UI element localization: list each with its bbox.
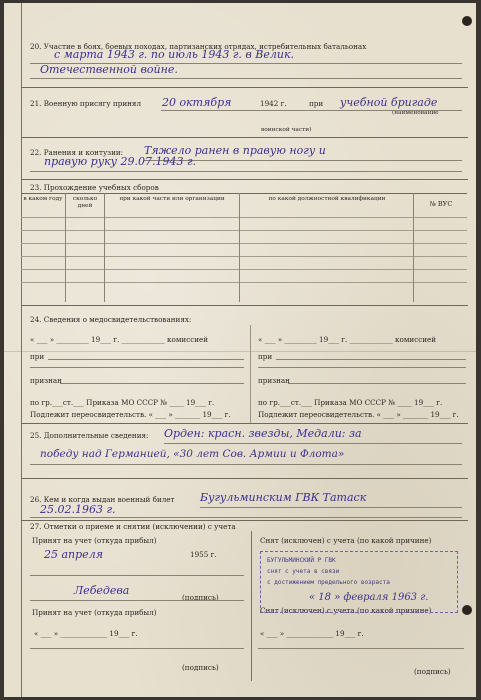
- punch-hole: [462, 16, 472, 26]
- left-margin-line: [21, 3, 22, 697]
- extra-info-line2: победу над Германией, «30 лет Сов. Армии и Флота»: [40, 448, 345, 460]
- oath-at-label: при: [309, 99, 324, 108]
- line: [200, 507, 462, 508]
- line: [60, 383, 244, 384]
- registered-date: 25 апреля: [44, 548, 103, 561]
- section-21-label: 21. Военную присягу принял: [30, 99, 142, 108]
- table-row: [21, 217, 467, 218]
- deregistered-label-2: Снят (исключен) с учета (по какой причине): [260, 606, 432, 615]
- military-id-date: 25.02.1963 г.: [40, 503, 116, 516]
- col-header-days: сколько дней: [72, 196, 98, 209]
- found-left: признан: [30, 376, 62, 385]
- date-blank-left: « ___ » _____________ 19___ г.: [34, 629, 138, 638]
- at-left: при: [30, 352, 45, 361]
- order-right: по гр.___ст.___ Приказа МО СССР № ____ 19___ г.: [258, 398, 443, 407]
- section-27-label: 27. Отметки о приеме и снятии (исключении) с учета: [30, 522, 236, 531]
- table-col: [413, 193, 414, 302]
- section-22-label: 22. Ранения и контузии:: [30, 148, 124, 157]
- table-border: [21, 193, 467, 194]
- military-record-page: [4, 3, 476, 697]
- line: [164, 443, 462, 444]
- commission-left: « ___ » _________ 19___ г. ____________ комиссией: [30, 335, 209, 344]
- line: [30, 575, 244, 576]
- line: [30, 517, 462, 518]
- found-right: признан: [258, 376, 290, 385]
- divider: [250, 325, 251, 423]
- section-divider: [21, 423, 468, 424]
- unit-hint: воинской части): [261, 127, 312, 133]
- at-right: при: [258, 352, 273, 361]
- registered-label-2: Принят на учет (откуда прибыл): [32, 608, 157, 617]
- table-row: [21, 269, 467, 270]
- fold-line: [4, 351, 476, 352]
- year-1955: 1955 г.: [190, 550, 217, 559]
- deregistration-stamp: [260, 551, 458, 613]
- line: [48, 359, 244, 360]
- section-23-label: 23. Прохождение учебных сборов: [30, 183, 159, 192]
- stamp-line1: БУГУЛЬМИНСКИЙ Р ГВК: [267, 557, 336, 564]
- section-20-label: 20. Участие в боях, боевых походах, партизанских отрядах, истребительных батальонах: [30, 42, 367, 51]
- section-divider: [21, 179, 468, 180]
- line: [30, 171, 462, 172]
- section-divider: [21, 137, 468, 138]
- punch-hole: [462, 605, 472, 615]
- section-divider: [21, 478, 468, 479]
- deregistered-label: Снят (исключен) с учета (по какой причине): [260, 536, 432, 545]
- line: [258, 367, 466, 368]
- line: [30, 648, 244, 649]
- col-header-position: по какой должностной квалификации: [268, 196, 386, 202]
- section-divider: [21, 305, 468, 306]
- section-divider: [21, 87, 468, 88]
- line: [161, 110, 462, 111]
- table-row: [21, 282, 467, 283]
- wounds-line1: Тяжело ранен в правую ногу и: [144, 144, 326, 157]
- stamp-line3: с достижением предельного возраста: [267, 579, 390, 586]
- military-id-issuer: Бугульминским ГВК Татаск: [200, 491, 367, 504]
- col-header-unit: при какой части или организации: [119, 196, 225, 202]
- table-col: [65, 193, 66, 302]
- sign-hint-1: (подпись): [182, 593, 219, 602]
- line: [30, 367, 244, 368]
- line: [288, 383, 466, 384]
- table-row: [21, 243, 467, 244]
- stamp-date: « 18 » февраля 1963 г.: [309, 592, 429, 603]
- section-20-entry-line2: Отечественной войне.: [40, 63, 178, 76]
- table-col: [239, 193, 240, 302]
- reexam-right: Подлежит переосвидетельств. « ___ » _______ 19___ г.: [258, 410, 459, 419]
- line: [30, 78, 462, 79]
- section-24-label: 24. Сведения о медосвидетельствованиях:: [30, 315, 192, 324]
- section-20-entry-line1: с марта 1943 г. по июль 1943 г. в Велик.: [54, 48, 295, 61]
- line: [258, 648, 464, 649]
- table-row: [21, 256, 467, 257]
- divider: [251, 531, 252, 681]
- oath-date: 20 октября: [162, 96, 232, 109]
- registered-label: Принят на учет (откуда прибыл): [32, 536, 157, 545]
- name-hint: (наименование: [392, 110, 439, 116]
- section-26-label: 26. Кем и когда выдан военный билет: [30, 495, 175, 504]
- oath-unit: учебной бригаде: [340, 96, 438, 109]
- line: [30, 600, 244, 601]
- stamp-line2: снят с учета в связи: [267, 568, 340, 575]
- sign-hint-2: (подпись): [182, 663, 219, 672]
- section-25-label: 25. Дополнительные сведения:: [30, 431, 149, 440]
- section-divider: [21, 520, 468, 521]
- training-table: [21, 193, 467, 302]
- date-blank-right: « ___ » _____________ 19___ г.: [260, 629, 364, 638]
- reexam-left: Подлежит переосвидетельств. « ___ » _______ 19___ г.: [30, 410, 231, 419]
- line: [30, 464, 462, 465]
- table-col: [104, 193, 105, 302]
- commission-right: « ___ » _________ 19___ г. ____________ комиссией: [258, 335, 437, 344]
- line: [276, 359, 466, 360]
- year-suffix: 1942 г.: [260, 99, 287, 108]
- order-left: по гр.___ст.___ Приказа МО СССР № ____ 19___ г.: [30, 398, 215, 407]
- col-header-vus: № ВУС: [429, 200, 453, 208]
- table-row: [21, 230, 467, 231]
- signature-1: Лебедева: [74, 584, 130, 597]
- sign-hint-3: (подпись): [414, 667, 451, 676]
- extra-info-line1: Орден: красн. звезды, Медали: за: [164, 427, 362, 440]
- col-header-year: в каком году: [23, 196, 63, 202]
- wounds-line2: правую руку 29.07.1943 г.: [44, 155, 197, 168]
